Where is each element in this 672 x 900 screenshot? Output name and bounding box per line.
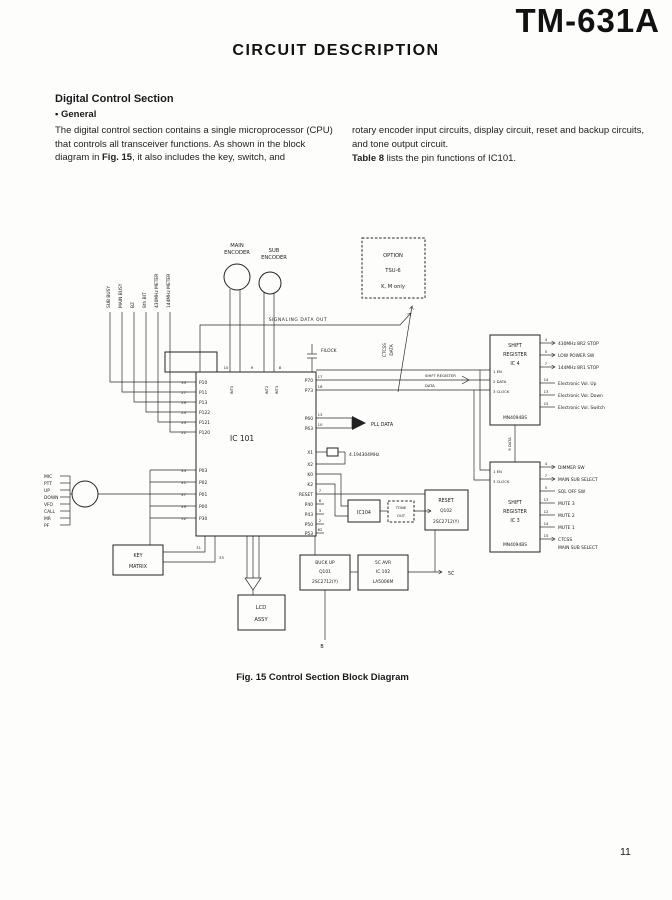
pin-label: K2 [307,483,313,488]
data9-label: 9 DATA [507,437,512,451]
pin-label: P121 [199,421,211,426]
key-matrix-label: MATRIX [128,565,148,570]
section-heading: Digital Control Section [55,93,174,105]
option-label: TSU-6 [385,268,401,274]
pin-label: P50 [304,523,313,528]
pin-number: 33 [181,380,186,385]
pin-label: P11 [199,391,208,396]
main-encoder-label: ENCODER [224,250,250,256]
page-number: 11 [620,846,631,858]
bus-label: 430MHz METER [155,273,160,308]
pin-number: 12 [543,509,549,514]
crystal-frequency-label: 4.194304MHz [349,453,380,458]
output-label: MAIN SUB SELECT [558,546,598,551]
pin-number: 15 [543,533,549,538]
pin-number: 31 [196,545,201,550]
output-label: MUTE 3 [558,502,575,507]
shift-register-data-label: SHIFT REGISTER [425,373,456,378]
pin-number: 33 [219,555,224,560]
pin-label: P10 [199,381,208,386]
buckup-label: BUCK UP [315,561,335,566]
cpu-box [196,372,316,536]
cpu-label: IC 101 [230,434,255,443]
avr-label: 5C AVR [374,561,392,566]
pin-label: P03 [199,469,208,474]
pin-number: 23 [181,420,186,425]
body-text: The digital control section contains a single microprocessor (CPU) that controls all transceiver functions. As shown in the block diagram in [55,125,333,163]
output-label: 144MHz 8R1 STOP [558,366,599,371]
tone-out-label: TONE [395,505,407,510]
reset-part-label: 2SC2712(Y) [433,520,459,525]
pin-number: 17 [317,374,323,379]
sub-encoder-symbol [259,272,281,294]
mic-input-label: DOWN [44,496,59,501]
bus-label: BZ [131,301,136,308]
pin-label: K0 [307,473,313,478]
pin-label: P120 [199,431,211,436]
ic4-title: REGISTER [503,353,527,358]
mic-input-label: VFO [44,503,53,508]
lcd-assy-box [238,595,285,630]
reset-label: RESET [438,499,454,504]
pin-number: 13 [543,497,549,502]
paragraph [352,124,644,151]
output-label: MUTE 2 [558,514,575,519]
main-encoder-symbol [224,264,250,290]
bus-label: 8th BIT [143,292,148,308]
pin-label: P63 [304,427,313,432]
crystal-symbol [327,448,338,456]
pin-number: 7 [318,488,322,493]
pin-number: 5 [544,349,548,354]
pin-label: P53 [304,532,313,537]
output-label: Electronic Vol. Switch [558,406,605,411]
buckup-part-label: Q101 [319,570,331,575]
pin-label: X1 [307,451,313,456]
body-column-right [352,124,644,167]
tone-out-label: OUT [396,513,406,518]
pin-number: 21 [181,430,186,435]
pin-label: RESET [298,493,313,498]
ic3-input-label: 1 EN [493,469,502,474]
ic3-part-label: MN4094BS [503,543,527,548]
output-label: 430MHz 8R2 STOP [558,342,599,347]
ic104-label: IC104 [357,511,371,516]
key-matrix-label: KEY [133,554,143,559]
pin-label: P30 [199,517,208,522]
output-label: LOW POWER SW [558,354,595,359]
mic-input-label: UP [44,489,50,494]
body-text: lists the pin functions of IC101. [384,153,517,164]
sub-encoder-label: ENCODER [261,255,287,261]
pin-number: 4 [544,337,548,342]
c5-label: 5C [448,572,455,577]
ic4-input-label: 2 DATA [493,379,507,384]
output-label: Electronic Vol. Down [558,394,603,399]
pin-number: 24 [181,410,186,415]
main-encoder-label: MAIN [230,243,244,249]
pin-number: 27 [181,390,186,395]
fig-reference: Fig. 15 [102,152,133,163]
ctcss-data-label: CTCSS [383,342,388,358]
b-label: B [320,645,324,650]
sub-encoder-label: SUB [268,248,280,254]
pin-label: P122 [199,411,211,416]
figure-caption: Fig. 15 Control Section Block Diagram [236,672,409,683]
output-label: MAIN SUB SELECT [558,478,598,483]
pin-label: P40 [304,503,313,508]
body-column-left [55,124,335,166]
pin-label: INT0 [229,385,234,395]
output-label: Electronic Vol. Up [558,382,597,387]
pin-number: 29 [181,400,186,405]
pin-label: P73 [304,389,313,394]
ic3-title: REGISTER [503,510,527,515]
avr-part-label: IC 102 [375,570,391,575]
pin-number: 14 [543,377,549,382]
mic-connector-symbol [72,481,98,507]
pin-label: INT2 [264,385,269,395]
pin-number: 7 [544,361,548,366]
mic-input-label: MIC [44,475,53,480]
ctcss-data-label: DATA [390,344,395,356]
shift-register-ic3-box [490,462,540,552]
ic4-input-label: 3 CLOCK [493,389,510,394]
pin-number: 3 [318,508,322,513]
pin-number: 16 [317,384,323,389]
bus-label: SUB BUSY [107,285,112,308]
pin-number: 5 [544,485,548,490]
table-reference: Table 8 [352,153,385,164]
pin-number: 13 [543,389,549,394]
body-text: , it also includes the key, switch, and [132,152,286,163]
ic4-title: IC 4 [510,362,520,367]
mic-input-label: MR [44,517,51,522]
output-label: MUTE 1 [558,526,575,531]
pin-number: 44 [181,468,186,473]
pin-label: P00 [199,505,208,510]
mic-input-label: PTT [44,482,52,487]
pin-label: X2 [307,463,313,468]
pin-label: P60 [304,417,313,422]
pin-number: 10 [223,365,229,370]
pin-label: P70 [304,379,313,384]
paragraph [55,124,335,165]
control-section-block-diagram [0,230,672,660]
paragraph [352,152,644,166]
output-label: DIMMER SW [558,466,585,471]
mic-input-label: PF [44,524,50,529]
lcd-assy-label: LCD [255,605,267,611]
pin-label: P43 [304,513,313,518]
pin-number: 6 [318,498,322,503]
pin-number: 62 [317,527,323,532]
body-text: rotary encoder input circuits, display circuit, reset and backup circuits, and tone output circuit. [352,125,644,150]
pin-number: 9 [250,365,254,370]
connector-box [165,352,217,372]
signaling-data-out-label: SIGNALING DATA OUT [268,318,328,323]
shift-register-data-label: DATA [425,383,435,388]
pin-number: 41 [181,480,186,485]
pin-label: P02 [199,481,208,486]
page-title: CIRCUIT DESCRIPTION [232,42,440,59]
lcd-assy-label: ASSY [254,617,268,623]
pin-label: P13 [199,401,208,406]
ic3-title: IC 3 [510,519,520,524]
ic4-title: SHIFT [508,344,522,349]
output-label: SQL OFF SW [558,490,586,495]
reset-part-label: Q102 [440,509,452,514]
pin-number: 15 [543,401,549,406]
key-matrix-box [113,545,163,575]
option-label: OPTION [383,253,403,259]
pin-number: 8 [278,365,282,370]
filock-label: FILOCK [321,349,337,354]
pin-number: 49 [181,504,186,509]
bus-label: MAIN BUSY [119,283,124,308]
output-label: CTCSS [558,538,573,543]
pin-number: 14 [543,521,549,526]
pin-number: 7 [544,473,548,478]
buckup-part-label: 2SC2712(Y) [312,580,338,585]
ic4-input-label: 1 EN [493,369,502,374]
ic4-part-label: MN4094BS [503,416,527,421]
pin-label: INT3 [274,385,279,395]
option-label: K, M only [381,284,405,290]
ic3-input-label: 3 CLOCK [493,479,510,484]
pin-label: P01 [199,493,208,498]
section-subheading: • General [55,109,97,120]
avr-part-label: LA5006M [372,580,394,585]
pin-number: 4 [544,461,548,466]
bus-label: 144MHz METER [167,273,172,308]
ic3-title: SHIFT [508,501,522,506]
pin-number: 2 [318,518,322,523]
pin-number: 52 [181,516,186,521]
pin-number: 47 [181,492,186,497]
model-number: TM-631A [515,2,660,39]
pll-data-label: PLL DATA [371,423,394,428]
pin-number: 13 [317,412,323,417]
mic-input-label: CALL [44,510,55,515]
pin-number: 10 [317,422,323,427]
